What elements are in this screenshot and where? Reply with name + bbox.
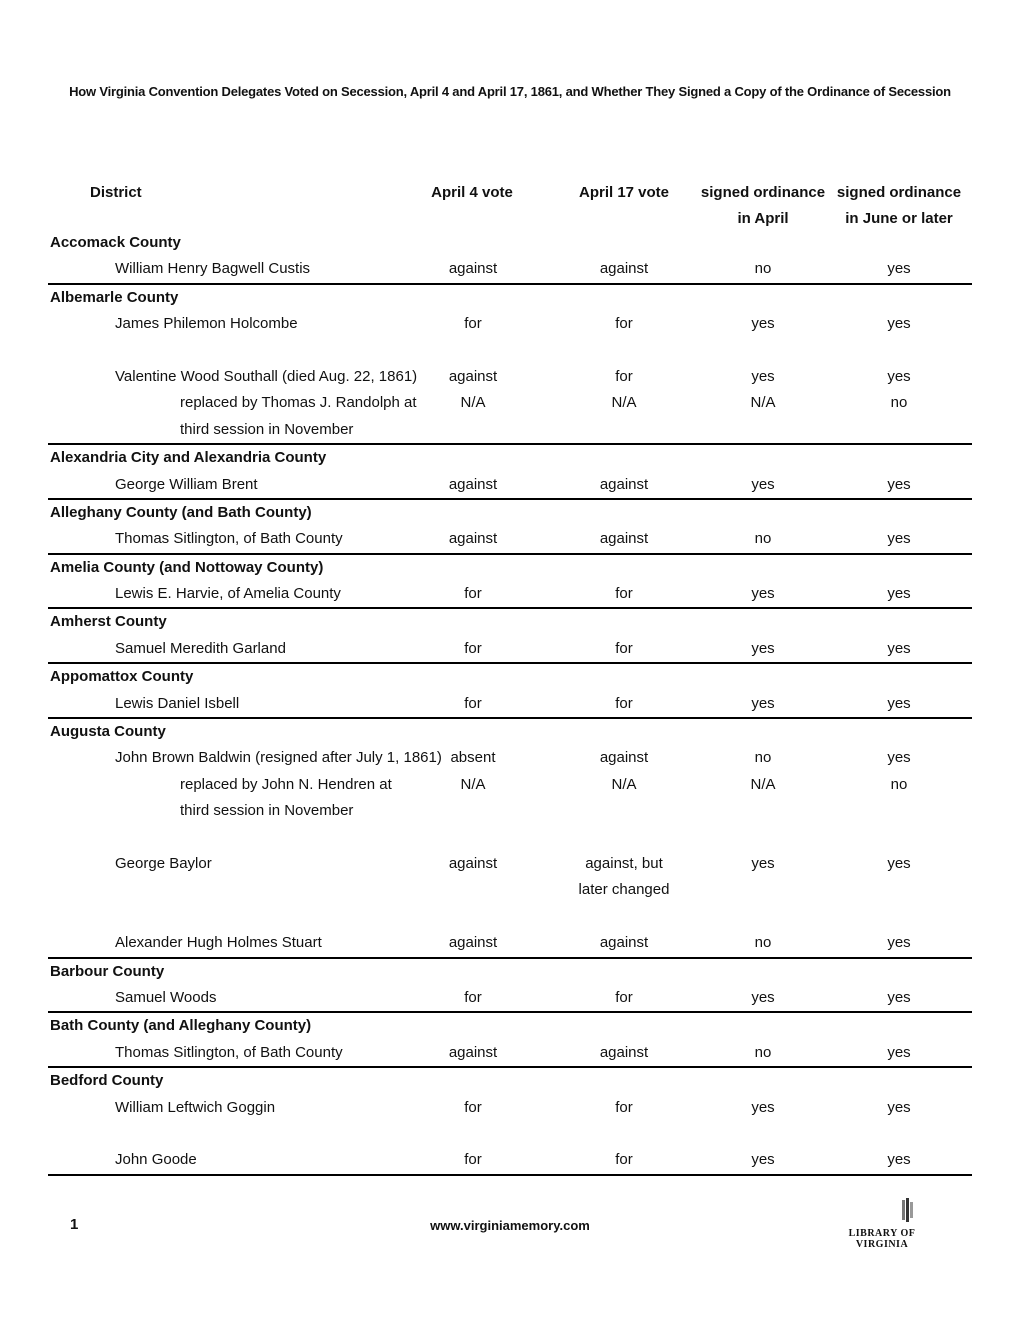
april17-vote: for	[615, 585, 633, 603]
header-april4: April 4 vote	[431, 184, 513, 201]
logo-text: LIBRARY OF VIRGINIA	[848, 1228, 916, 1250]
signed-april: no	[754, 934, 772, 952]
delegate-name: replaced by Thomas J. Randolph at	[180, 394, 417, 412]
april17-vote: against	[599, 934, 649, 952]
delegate-row	[48, 417, 972, 445]
signed-june: yes	[887, 694, 911, 712]
delegate-row	[48, 390, 972, 416]
header-april17: April 17 vote	[578, 184, 670, 201]
april17-vote: for	[615, 1098, 633, 1116]
signed-april: N/A	[750, 394, 776, 412]
signed-april: N/A	[750, 775, 776, 793]
library-of-virginia-logo	[822, 1196, 942, 1250]
delegate-name: third session in November	[180, 420, 354, 438]
delegate-name: Samuel Meredith Garland	[115, 639, 286, 657]
county-heading: Amelia County (and Nottoway County)	[50, 558, 324, 576]
delegate-name: George Baylor	[115, 854, 212, 872]
delegate-row	[48, 364, 972, 390]
delegate-name: James Philemon Holcombe	[115, 315, 298, 333]
april4-vote: against	[448, 1043, 498, 1061]
april17-vote: for	[615, 639, 633, 657]
delegate-table	[48, 230, 972, 1176]
delegate-name: William Henry Bagwell Custis	[115, 260, 311, 278]
april4-vote: for	[464, 694, 482, 712]
delegate-row	[48, 798, 972, 824]
header-signed-june-line2: in June or later	[845, 210, 953, 227]
april4-vote: against	[448, 934, 498, 952]
delegate-row	[48, 772, 972, 798]
signed-june: yes	[887, 1098, 911, 1116]
county-heading: Barbour County	[50, 962, 165, 980]
delegate-name: John Brown Baldwin (resigned after July 1, 1861)	[115, 749, 442, 767]
signed-june: no	[890, 394, 908, 412]
page-number: 1	[70, 1216, 79, 1233]
spacer-row	[48, 1121, 972, 1147]
signed-april: yes	[751, 639, 775, 657]
april17-vote: later changed	[578, 881, 670, 899]
april17-vote: for	[615, 367, 633, 385]
delegate-row	[48, 691, 972, 719]
delegate-name: Lewis E. Harvie, of Amelia County	[115, 585, 341, 603]
header-signed-june-line1: signed ordinance	[836, 184, 962, 201]
delegate-name: William Leftwich Goggin	[115, 1098, 276, 1116]
april17-vote: against	[599, 260, 649, 278]
april4-vote: N/A	[460, 394, 486, 412]
april17-vote: for	[615, 694, 633, 712]
county-heading: Amherst County	[50, 613, 167, 631]
signed-june: yes	[887, 749, 911, 767]
april4-vote: against	[448, 260, 498, 278]
delegate-name: Thomas Sitlington, of Bath County	[115, 1043, 343, 1061]
april17-vote: for	[615, 1151, 633, 1169]
april17-vote: against	[599, 475, 649, 493]
signed-april: yes	[751, 315, 775, 333]
county-heading: Bath County (and Alleghany County)	[50, 1017, 312, 1035]
signed-june: yes	[887, 367, 911, 385]
april17-vote: against	[599, 530, 649, 548]
signed-june: yes	[887, 934, 911, 952]
delegate-row	[48, 930, 972, 958]
april4-vote: for	[464, 1098, 482, 1116]
county-heading: Augusta County	[50, 723, 166, 741]
april17-vote: for	[615, 315, 633, 333]
delegate-row	[48, 1095, 972, 1121]
april4-vote: against	[448, 854, 498, 872]
spacer-row	[48, 904, 972, 930]
signed-april: yes	[751, 988, 775, 1006]
april17-vote: against	[599, 749, 649, 767]
april4-vote: N/A	[460, 775, 486, 793]
delegate-row	[48, 851, 972, 877]
county-heading: Accomack County	[50, 234, 181, 251]
april4-vote: against	[448, 530, 498, 548]
delegate-row	[48, 985, 972, 1013]
county-heading: Appomattox County	[50, 668, 194, 686]
delegate-row	[48, 311, 972, 337]
header-signed-april	[698, 180, 828, 232]
signed-april: yes	[751, 475, 775, 493]
delegate-name: replaced by John N. Hendren at	[180, 775, 392, 793]
county-heading: Albemarle County	[50, 288, 179, 306]
header-signed-april-line1: signed ordinance	[700, 184, 826, 201]
spacer-row	[48, 825, 972, 851]
april4-vote: for	[464, 315, 482, 333]
delegate-row	[48, 877, 972, 903]
signed-june: yes	[887, 260, 911, 278]
signed-june: yes	[887, 639, 911, 657]
april4-vote: against	[448, 475, 498, 493]
april17-vote: against	[599, 1043, 649, 1061]
delegate-row	[48, 745, 972, 771]
delegate-name: George William Brent	[115, 475, 258, 493]
signed-june: yes	[887, 1151, 911, 1169]
footer-url: www.virginiamemory.com	[430, 1218, 590, 1233]
signed-april: no	[754, 260, 772, 278]
signed-april: yes	[751, 1151, 775, 1169]
signed-april: no	[754, 530, 772, 548]
delegate-row	[48, 472, 972, 500]
spacer-row	[48, 338, 972, 364]
april17-vote: against, but	[585, 854, 663, 872]
county-heading: Alexandria City and Alexandria County	[50, 449, 327, 467]
delegate-row	[48, 636, 972, 664]
signed-april: no	[754, 1043, 772, 1061]
signed-june: no	[890, 775, 908, 793]
april17-vote: for	[615, 988, 633, 1006]
april4-vote: absent	[450, 749, 496, 767]
delegate-name: John Goode	[115, 1151, 197, 1169]
signed-june: yes	[887, 854, 911, 872]
signed-june: yes	[887, 315, 911, 333]
april4-vote: against	[448, 367, 498, 385]
logo-mark-icon	[900, 1196, 914, 1224]
county-heading: Bedford County	[50, 1072, 164, 1090]
delegate-row	[48, 581, 972, 609]
county-heading: Alleghany County (and Bath County)	[50, 503, 312, 521]
april17-vote: N/A	[611, 775, 637, 793]
delegate-name: Alexander Hugh Holmes Stuart	[115, 934, 322, 952]
signed-june: yes	[887, 1043, 911, 1061]
signed-april: yes	[751, 854, 775, 872]
header-signed-june	[834, 180, 964, 232]
delegate-name: Lewis Daniel Isbell	[115, 694, 240, 712]
delegate-name: Valentine Wood Southall (died Aug. 22, 1861)	[115, 367, 418, 385]
signed-april: yes	[751, 694, 775, 712]
april4-vote: for	[464, 585, 482, 603]
april4-vote: for	[464, 639, 482, 657]
april17-vote: N/A	[611, 394, 637, 412]
signed-june: yes	[887, 530, 911, 548]
april4-vote: for	[464, 1151, 482, 1169]
delegate-name: Samuel Woods	[115, 988, 217, 1006]
signed-june: yes	[887, 988, 911, 1006]
header-signed-april-line2: in April	[737, 210, 789, 227]
delegate-row	[48, 1147, 972, 1175]
header-district: District	[90, 184, 142, 201]
delegate-row	[48, 526, 972, 554]
signed-april: no	[754, 749, 772, 767]
signed-april: yes	[751, 1098, 775, 1116]
delegate-name: third session in November	[180, 802, 354, 820]
signed-april: yes	[751, 367, 775, 385]
signed-april: yes	[751, 585, 775, 603]
april4-vote: for	[464, 988, 482, 1006]
delegate-row	[48, 1040, 972, 1068]
signed-june: yes	[887, 475, 911, 493]
delegate-row	[48, 256, 972, 284]
signed-june: yes	[887, 585, 911, 603]
document-title: How Virginia Convention Delegates Voted on Secession, April 4 and April 17, 1861, and Whether They Signed a Copy of the Ordinance of Secession	[69, 84, 951, 99]
delegate-name: Thomas Sitlington, of Bath County	[115, 530, 343, 548]
